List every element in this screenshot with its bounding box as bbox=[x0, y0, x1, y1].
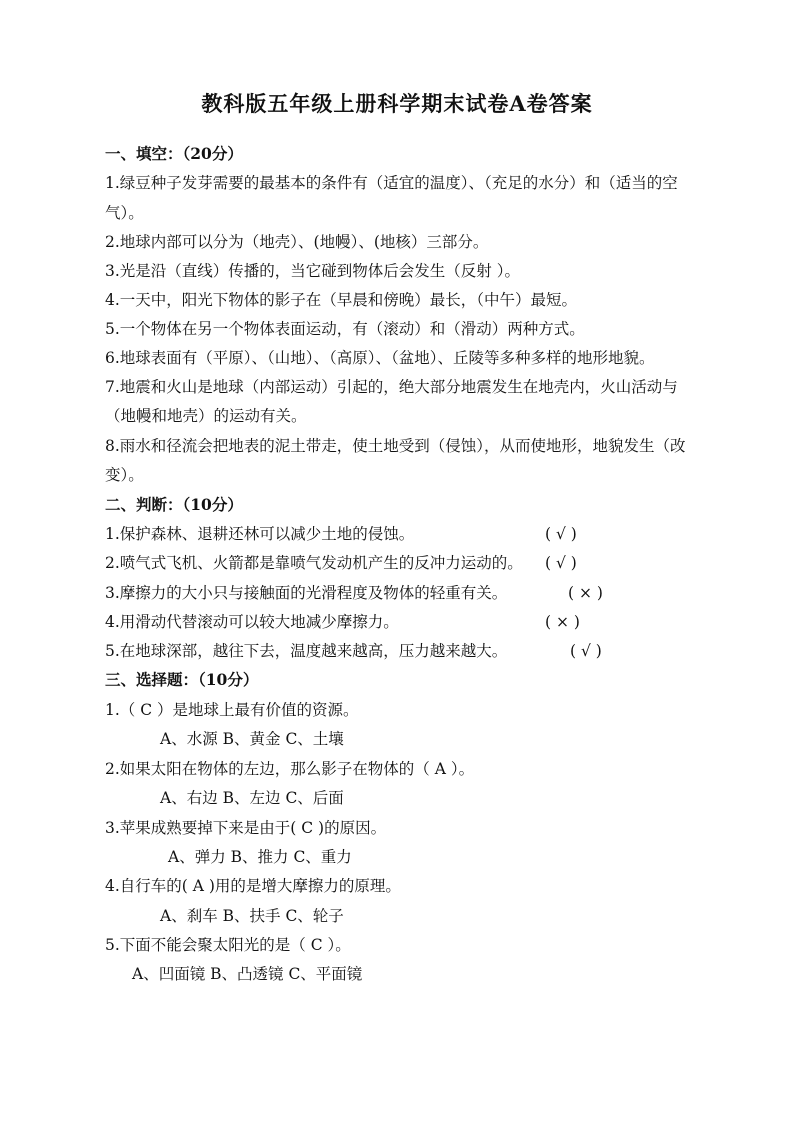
true-false-item: 2.喷气式飞机、火箭都是靠喷气发动机产生的反冲力运动的。 bbox=[105, 554, 523, 572]
true-false-item: 5.在地球深部，越往下去，温度越来越高，压力越来越大。 bbox=[105, 642, 508, 660]
fill-blank-line: 7.地震和火山是地球（内部运动）引起的，绝大部分地震发生在地壳内，火山活动与 bbox=[105, 378, 678, 396]
fill-blank-line: 1.绿豆种子发芽需要的最基本的条件有（适宜的温度）、（充足的水分）和（适当的空 bbox=[105, 174, 678, 192]
section-heading-true-false: 二、判断：（10分） bbox=[105, 495, 243, 514]
page-title: 教科版五年级上册科学期末试卷A卷答案 bbox=[201, 91, 593, 116]
choice-question: 1.（ C ）是地球上最有价值的资源。 bbox=[105, 701, 359, 719]
choice-options: A、右边 B、左边 C、后面 bbox=[160, 789, 344, 807]
fill-blank-line: 变）。 bbox=[105, 466, 144, 484]
fill-blank-line: （地幔和地壳）的运动有关。 bbox=[105, 407, 307, 425]
section-heading-fill-blank: 一、填空：（20分） bbox=[105, 144, 243, 163]
choice-question: 3.苹果成熟要掉下来是由于( C )的原因。 bbox=[105, 819, 387, 837]
fill-blank-line: 5.一个物体在另一个物体表面运动，有（滚动）和（滑动）两种方式。 bbox=[105, 320, 585, 338]
choice-options: A、刹车 B、扶手 C、轮子 bbox=[160, 907, 344, 925]
true-false-item: 4.用滑动代替滚动可以较大地减少摩擦力。 bbox=[105, 613, 399, 631]
fill-blank-line: 2.地球内部可以分为（地壳）、(地幔）、(地核）三部分。 bbox=[105, 233, 489, 251]
choice-question: 2.如果太阳在物体的左边，那么影子在物体的（ A ）。 bbox=[105, 760, 475, 778]
fill-blank-line: 4.一天中，阳光下物体的影子在（早晨和傍晚）最长，（中午）最短。 bbox=[105, 291, 578, 309]
choice-question: 5.下面不能会聚太阳光的是（ C ）。 bbox=[105, 936, 351, 954]
true-false-answer: ( × ) bbox=[568, 584, 603, 602]
fill-blank-line: 3.光是沿（直线）传播的，当它碰到物体后会发生（反射 ）。 bbox=[105, 262, 520, 280]
true-false-answer: ( √ ) bbox=[545, 525, 577, 543]
true-false-answer: ( √ ) bbox=[545, 554, 577, 572]
choice-options: A、水源 B、黄金 C、土壤 bbox=[160, 730, 344, 748]
choice-options: A、弹力 B、推力 C、重力 bbox=[168, 848, 352, 866]
section-heading-multiple-choice: 三、选择题：（10分） bbox=[105, 670, 259, 689]
choice-options: A、凹面镜 B、凸透镜 C、平面镜 bbox=[132, 965, 363, 983]
true-false-item: 1.保护森林、退耕还林可以减少土地的侵蚀。 bbox=[105, 525, 415, 543]
true-false-answer: ( √ ) bbox=[570, 642, 602, 660]
choice-question: 4.自行车的( A )用的是增大摩擦力的原理。 bbox=[105, 877, 401, 895]
true-false-answer: ( × ) bbox=[545, 613, 580, 631]
fill-blank-line: 6.地球表面有（平原）、（山地）、（高原）、（盆地）、丘陵等多种多样的地形地貌。 bbox=[105, 349, 655, 367]
true-false-item: 3.摩擦力的大小只与接触面的光滑程度及物体的轻重有关。 bbox=[105, 584, 508, 602]
fill-blank-line: 8.雨水和径流会把地表的泥土带走，使土地受到（侵蚀），从而使地形，地貌发生（改 bbox=[105, 437, 686, 455]
fill-blank-line: 气）。 bbox=[105, 204, 144, 222]
